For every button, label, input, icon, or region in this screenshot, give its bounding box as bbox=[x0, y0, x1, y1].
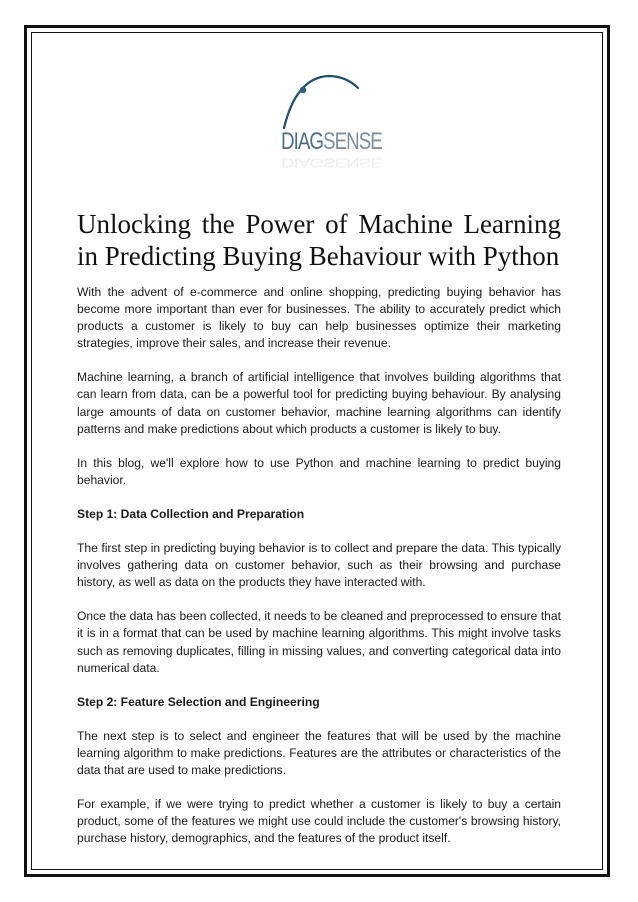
step2-paragraph-1: The next step is to select and engineer the features that will be used by the machine learning algorithm to make predictions. Features are the attributes or characteristics of the data that are used to make predictions. bbox=[77, 728, 561, 777]
article-title: Unlocking the Power of Machine Learning in Predicting Buying Behaviour with Python bbox=[77, 209, 561, 271]
step1-heading: Step 1: Data Collection and Preparation bbox=[77, 506, 305, 521]
logo-wordmark bbox=[281, 128, 382, 156]
logo-arc-icon bbox=[270, 70, 370, 130]
logo-reflection-sense: SENSE bbox=[323, 155, 382, 170]
diagsense-logo bbox=[270, 70, 382, 190]
logo-reflection bbox=[281, 155, 382, 170]
step1-paragraph-1: The first step in predicting buying behavior is to collect and prepare the data. This typically involves gathering data on customer behavior, such as their browsing and purchase history, as well as data on the products they have interacted with. bbox=[77, 541, 561, 590]
logo-diag-text: DIAG bbox=[281, 128, 324, 155]
logo-reflection-diag: DIAG bbox=[281, 155, 324, 170]
article bbox=[77, 208, 561, 847]
logo-sense-text: SENSE bbox=[323, 128, 382, 155]
intro-paragraph-2: Machine learning, a branch of artificial intelligence that involves building algorithms that can learn from data, can be a powerful tool for predicting buying behaviour. By analysing large amounts of data on customer behavior, machine learning algorithms can identify patterns and make predictions about which products a customer is likely to buy. bbox=[77, 370, 561, 436]
step2-heading: Step 2: Feature Selection and Engineering bbox=[77, 694, 320, 709]
intro-paragraph-3: In this blog, we'll explore how to use Python and machine learning to predict buying behavior. bbox=[77, 455, 561, 487]
step2-paragraph-2: For example, if we were trying to predict whether a customer is likely to buy a certain product, some of the features we might use could include the customer's browsing history, purchase history, demographics, and the features of the product itself. bbox=[77, 797, 561, 846]
intro-paragraph-1: With the advent of e-commerce and online shopping, predicting buying behavior has become more important than ever for businesses. The ability to accurately predict which products a customer is likely to buy can help businesses optimize their marketing strategies, improve their sales, and increase their revenue. bbox=[77, 285, 561, 351]
step1-paragraph-2: Once the data has been collected, it needs to be cleaned and preprocessed to ensure that it is in a format that can be used by machine learning algorithms. This might involve tasks such as removing duplicates, filling in missing values, and converting categorical data into numerical data. bbox=[77, 609, 561, 675]
